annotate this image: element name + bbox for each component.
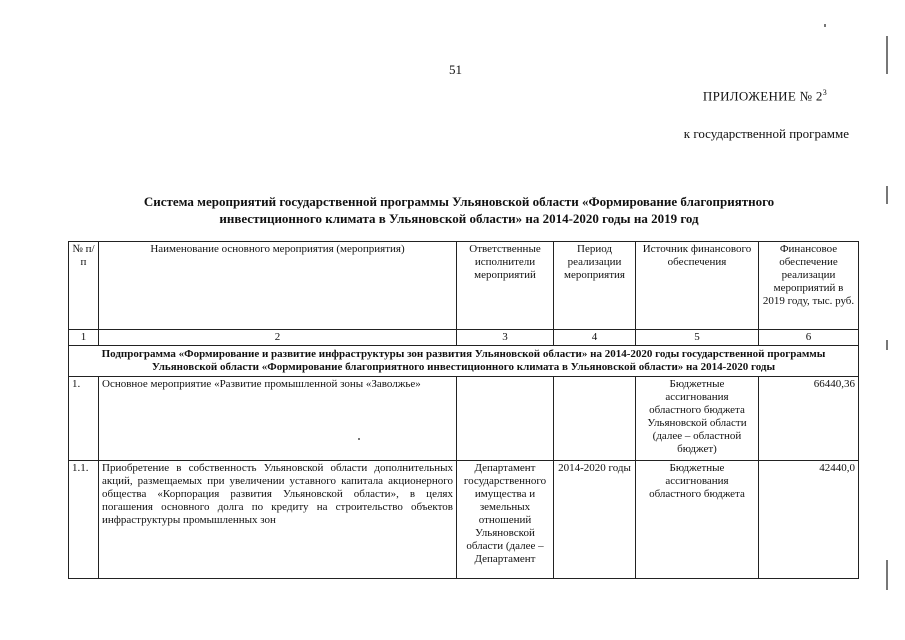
column-number: 6	[759, 330, 859, 346]
scan-artifact	[886, 340, 888, 350]
measures-table	[68, 241, 859, 579]
column-number: 3	[457, 330, 554, 346]
table-header-row	[69, 242, 859, 330]
scan-artifact	[886, 186, 888, 204]
header-period: Период реализации мероприятия	[554, 242, 636, 330]
row-funding-amount: 42440,0	[759, 461, 859, 579]
document-title	[60, 193, 858, 227]
subprogram-title: Подпрограмма «Формирование и развитие инфраструктуры зон развития Ульяновской области» на 2014-2020 годы государственной программы Ульяновской области «Формирование благоприятного инвестиционного климата в Ульяновской области» на 2014-2020 годы	[69, 346, 859, 377]
header-measure-name: Наименование основного мероприятия (мероприятия)	[99, 242, 457, 330]
row-measure-name: Приобретение в собственность Ульяновской области дополнительных акций, размещаемых при увеличении уставного капитала акционерного общества «Корпорация развития Ульяновской области», в целях погашения основного долга по кредиту на строительство объектов инфраструктуры промышленных зон	[99, 461, 457, 579]
column-number: 2	[99, 330, 457, 346]
table-row	[69, 377, 859, 461]
header-funding-amount: Финансовое обеспечение реализации мероприятий в 2019 году, тыс. руб.	[759, 242, 859, 330]
scan-artifact	[824, 24, 826, 27]
row-funding-amount: 66440,36	[759, 377, 859, 461]
row-measure-name: Основное мероприятие «Развитие промышленной зоны «Заволжье»	[99, 377, 457, 461]
document-title-line-2: инвестиционного климата в Ульяновской области» на 2014-2020 годы на 2019 год	[219, 211, 699, 226]
header-executors: Ответственные исполнители мероприятий	[457, 242, 554, 330]
row-executor: Департамент государственного имущества и земельных отношений Ульяновской области (далее – Департамент	[457, 461, 554, 579]
column-number: 1	[69, 330, 99, 346]
row-funding-source: Бюджетные ассигнования областного бюджета Ульяновской области (далее – областной бюджет)	[636, 377, 759, 461]
column-number: 5	[636, 330, 759, 346]
subprogram-row	[69, 346, 859, 377]
row-period: 2014-2020 годы	[554, 461, 636, 579]
page-number: 51	[449, 62, 462, 77]
scan-artifact	[886, 560, 888, 590]
table-row	[69, 461, 859, 579]
scan-artifact	[358, 438, 360, 440]
column-number-row	[69, 330, 859, 346]
appendix-subtitle: к государственной программе	[683, 126, 849, 141]
row-number: 1.1.	[69, 461, 99, 579]
column-number: 4	[554, 330, 636, 346]
scan-artifact	[886, 36, 888, 74]
header-funding-source: Источник финансового обеспечения	[636, 242, 759, 330]
row-executor	[457, 377, 554, 461]
row-funding-source: Бюджетные ассигнования областного бюджета	[636, 461, 759, 579]
appendix-label-text: ПРИЛОЖЕНИЕ № 2	[702, 88, 823, 104]
header-number: № п/п	[69, 242, 99, 330]
row-period	[554, 377, 636, 461]
appendix-label	[703, 88, 827, 104]
row-number: 1.	[69, 377, 99, 461]
document-title-line-1: Система мероприятий государственной программы Ульяновской области «Формирование благоприятного	[143, 194, 775, 209]
appendix-superscript: 3	[822, 88, 827, 97]
